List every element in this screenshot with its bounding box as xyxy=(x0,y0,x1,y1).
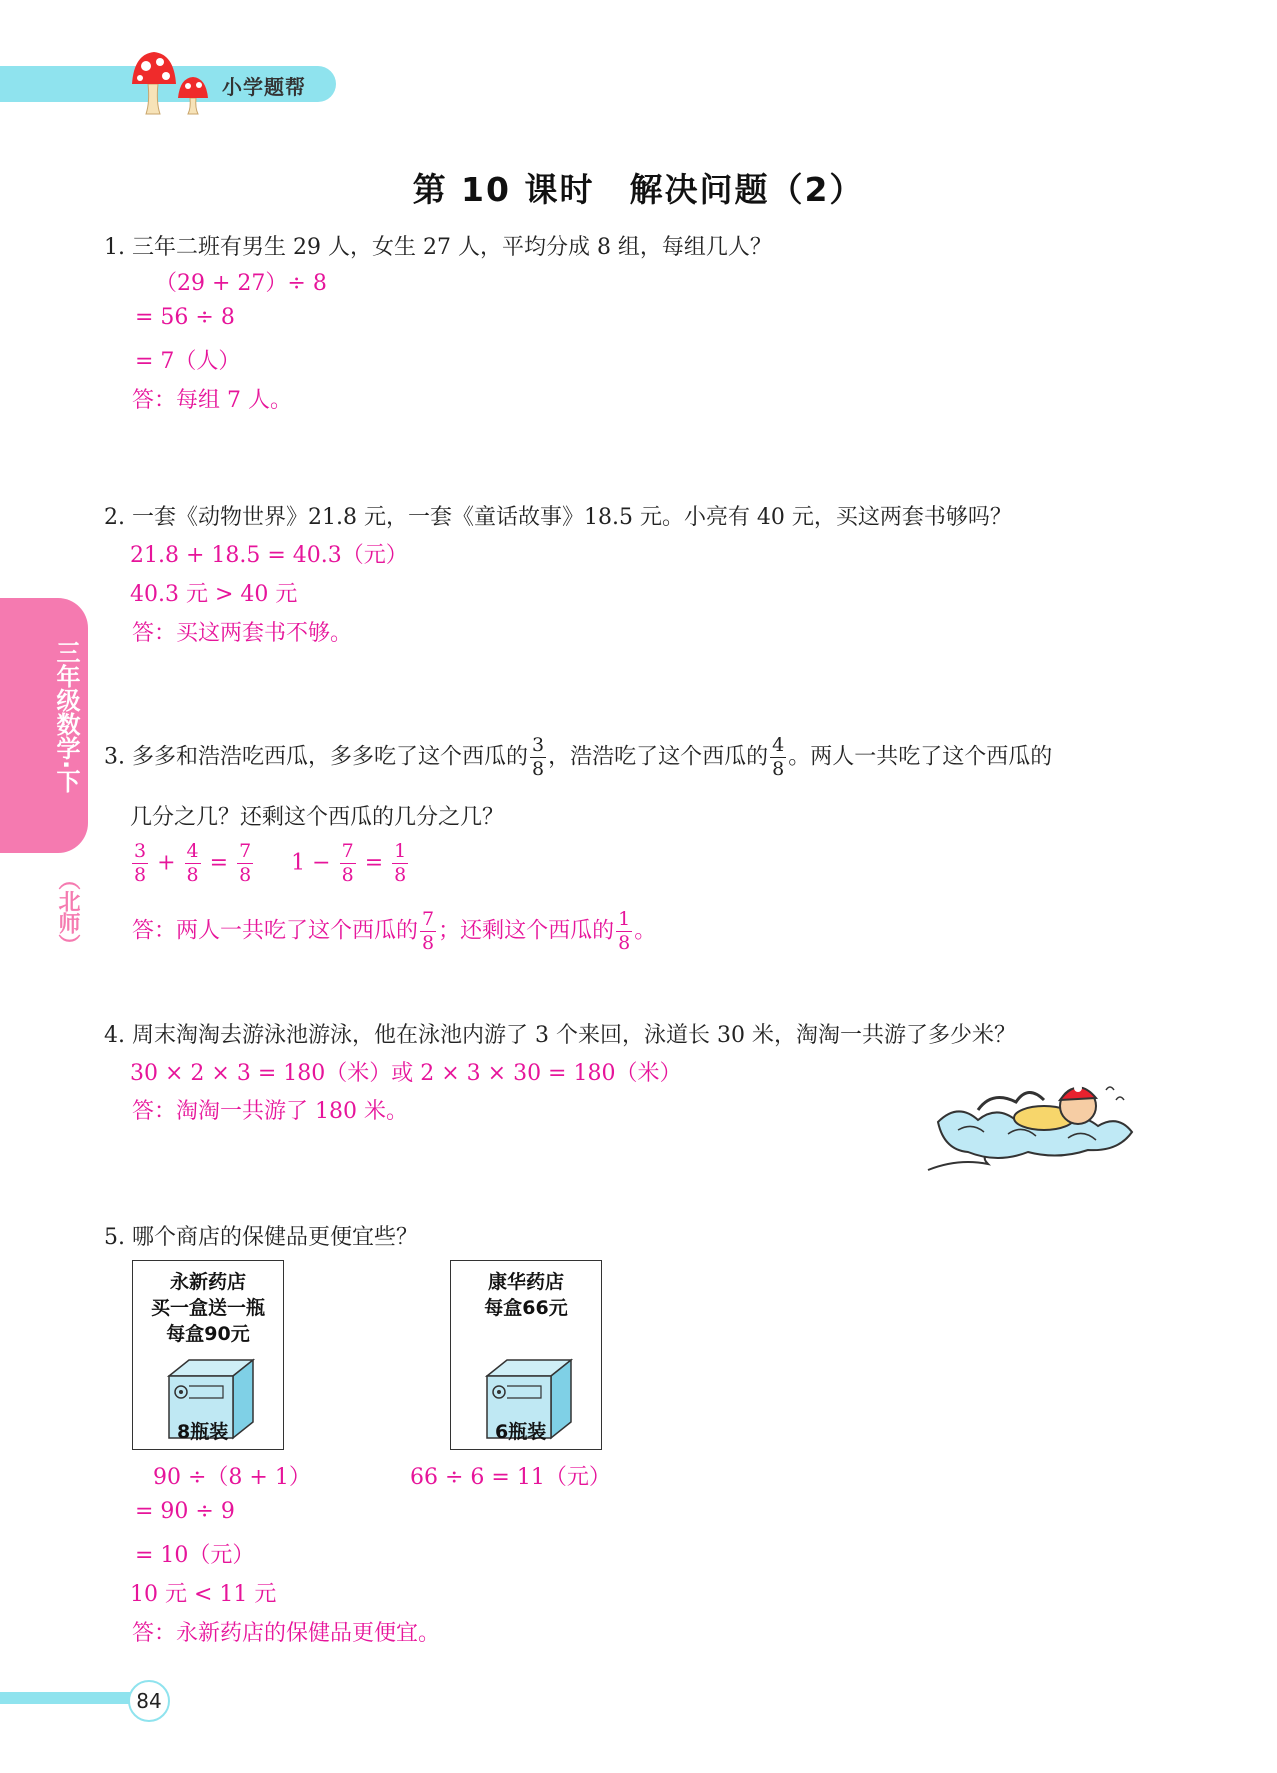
q1-answer: 答：每组 7 人。 xyxy=(132,388,292,413)
q2-answer: 答：买这两套书不够。 xyxy=(132,621,353,646)
q5-step-left-2: = 90 ÷ 9 xyxy=(135,1499,235,1524)
swimmer-illustration-icon xyxy=(918,1060,1148,1180)
q1-step-1: （29 + 27）÷ 8 xyxy=(155,271,327,296)
q5-step-left-4: 10 元 < 11 元 xyxy=(130,1582,277,1607)
q3-fraction-2: $\frac{4}{8}$ xyxy=(772,734,785,780)
store1-price: 每盒90元 xyxy=(166,1323,250,1345)
store1-name: 永新药店 xyxy=(169,1271,246,1293)
q5-step-left-3: = 10（元） xyxy=(135,1543,255,1568)
q1-step-3: = 7（人） xyxy=(135,349,241,374)
side-edition-label: （北师） xyxy=(55,868,80,956)
question-3 xyxy=(104,736,1052,779)
store1-offer: 买一盒送一瓶 xyxy=(150,1297,265,1319)
question-2: 2. 一套《动物世界》21.8 元，一套《童话故事》18.5 元。小亮有 40 元，买这两套书够吗？ xyxy=(104,505,1012,530)
q2-step-2: 40.3 元 > 40 元 xyxy=(130,582,298,607)
q3-text-c: 。两人一共吃了这个西瓜的 xyxy=(788,744,1053,770)
q5-step-right-1: 66 ÷ 6 = 11（元） xyxy=(410,1465,611,1490)
q5-step-left-1: 90 ÷（8 + 1） xyxy=(153,1465,311,1490)
mushroom-logo-icon xyxy=(128,44,224,116)
side-tab-label: 三年级数学·下 xyxy=(52,640,80,794)
store-card-kanghua xyxy=(450,1260,602,1450)
q5-answer: 答：永新药店的保健品更便宜。 xyxy=(132,1621,441,1646)
store2-price: 每盒66元 xyxy=(484,1297,568,1319)
q3-text-b: ，浩浩吃了这个西瓜的 xyxy=(548,744,769,770)
q3-calculation: $\frac{3}{8}$ + $\frac{4}{8}$ = $\frac{7}{8}$ 1 − $\frac{7}{8}$ = $\frac{1}{8}$ xyxy=(134,840,407,886)
question-4: 4. 周末淘淘去游泳池游泳，他在泳池内游了 3 个来回，泳道长 30 米，淘淘一共游了多少米？ xyxy=(104,1023,1016,1048)
store2-name: 康华药店 xyxy=(487,1271,564,1293)
brand-name: 小学题帮 xyxy=(222,75,306,99)
store1-box-label: 8瓶装 xyxy=(177,1421,229,1443)
q3-fraction-1: $\frac{3}{8}$ xyxy=(532,734,545,780)
q2-step-1: 21.8 + 18.5 = 40.3（元） xyxy=(130,543,408,568)
store-card-yongxin xyxy=(132,1260,284,1450)
question-5: 5. 哪个商店的保健品更便宜些？ xyxy=(104,1225,418,1250)
q3-answer: 答：两人一共吃了这个西瓜的 $\frac{7}{8}$ ；还剩这个西瓜的 $\frac{1}{8}$ 。 xyxy=(132,908,657,954)
question-3-line-2: 几分之几？还剩这个西瓜的几分之几？ xyxy=(130,805,505,830)
store2-box-label: 6瓶装 xyxy=(495,1421,547,1443)
page-number: 84 xyxy=(128,1680,170,1722)
page-title: 第 10 课时 解决问题（2） xyxy=(412,170,865,209)
q3-text-a: 3. 多多和浩浩吃西瓜，多多吃了这个西瓜的 xyxy=(104,744,528,770)
q4-answer: 答：淘淘一共游了 180 米。 xyxy=(132,1099,408,1124)
q1-step-2: = 56 ÷ 8 xyxy=(135,305,235,330)
q4-step-1: 30 × 2 × 3 = 180（米）或 2 × 3 × 30 = 180（米） xyxy=(130,1061,682,1086)
question-1: 1. 三年二班有男生 29 人，女生 27 人，平均分成 8 组，每组几人？ xyxy=(104,235,772,260)
